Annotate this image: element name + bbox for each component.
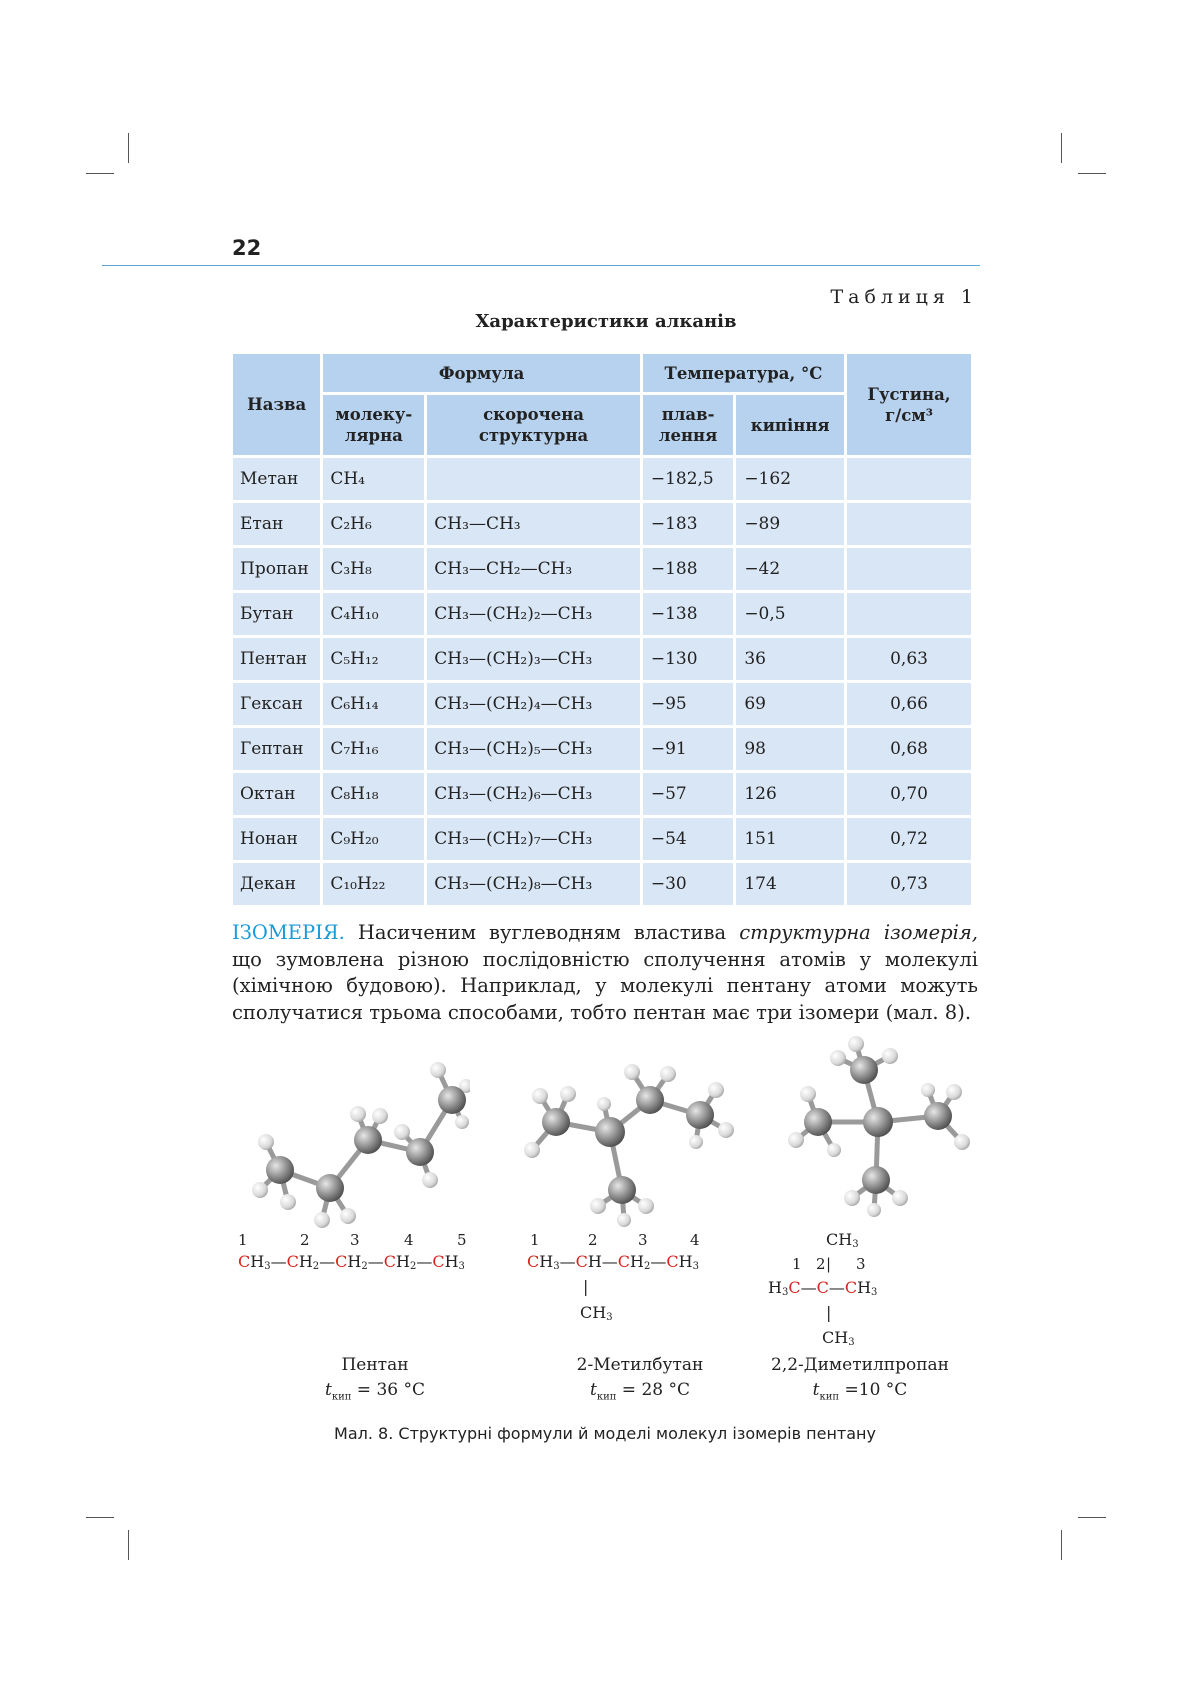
dimethylpropane-bottom-bond: | bbox=[826, 1303, 832, 1322]
dimethylpropane-bottom-methyl: $CH_3$ bbox=[822, 1328, 855, 1348]
crop-mark bbox=[1078, 1517, 1106, 1518]
table-row bbox=[233, 593, 971, 635]
cell-molecular: CH₄ bbox=[323, 458, 424, 500]
crop-mark bbox=[86, 173, 114, 174]
methylbutane-branch: $CH_3$ bbox=[580, 1303, 613, 1323]
crop-mark bbox=[128, 133, 129, 163]
alkanes-table bbox=[230, 351, 974, 908]
cell-density: 0,72 bbox=[847, 818, 971, 860]
cell-boiling: −162 bbox=[736, 458, 844, 500]
isomerism-term: ІЗОМЕРІЯ. bbox=[232, 921, 345, 944]
table-row bbox=[233, 863, 971, 905]
header-structural: скорочена структурна bbox=[427, 395, 640, 455]
cell-name: Гептан bbox=[233, 728, 320, 770]
cell-boiling: 98 bbox=[736, 728, 844, 770]
cell-melting: −30 bbox=[643, 863, 733, 905]
cell-molecular: C₆H₁₄ bbox=[323, 683, 424, 725]
cell-density: 0,66 bbox=[847, 683, 971, 725]
cell-structural: CH₃—CH₃ bbox=[427, 503, 640, 545]
page-number: 22 bbox=[232, 236, 262, 260]
cell-name: Октан bbox=[233, 773, 320, 815]
isomer-name: 2,2-Диметилпропан bbox=[771, 1355, 949, 1375]
cell-molecular: C₅H₁₂ bbox=[323, 638, 424, 680]
cell-boiling: 69 bbox=[736, 683, 844, 725]
boiling-point: $t_{кип} =10$ °C bbox=[812, 1380, 908, 1403]
crop-mark bbox=[128, 1530, 129, 1560]
table-row bbox=[233, 773, 971, 815]
cell-melting: −188 bbox=[643, 548, 733, 590]
cell-density: 0,73 bbox=[847, 863, 971, 905]
cell-density: 0,68 bbox=[847, 728, 971, 770]
crop-mark bbox=[1078, 173, 1106, 174]
boiling-point: $t_{кип} = 28$ °C bbox=[589, 1380, 691, 1403]
cell-structural: CH₃—(CH₂)₆—CH₃ bbox=[427, 773, 640, 815]
cell-melting: −57 bbox=[643, 773, 733, 815]
header-temperature: Температура, °C bbox=[643, 354, 844, 392]
boiling-point: $t_{кип} = 36$ °C bbox=[324, 1380, 426, 1403]
cell-melting: −183 bbox=[643, 503, 733, 545]
table-row bbox=[233, 683, 971, 725]
paragraph-text: Насиченим вуглеводням властива bbox=[344, 921, 740, 944]
cell-molecular: C₁₀H₂₂ bbox=[323, 863, 424, 905]
cell-molecular: C₂H₆ bbox=[323, 503, 424, 545]
paragraph-text: що зумовлена різною послідовністю сполучення атомів у молекулі (хімічною будовою). Наприклад, у молекулі пентану атоми можуть сполучатися трьома способами, тобто пентан має три ізомери (мал. 8). bbox=[232, 947, 978, 1024]
isomerism-paragraph bbox=[232, 920, 978, 1026]
cell-molecular: C₇H₁₆ bbox=[323, 728, 424, 770]
cell-density bbox=[847, 503, 971, 545]
cell-structural: CH₃—(CH₂)₂—CH₃ bbox=[427, 593, 640, 635]
cell-molecular: C₃H₈ bbox=[323, 548, 424, 590]
dimethylpropane-model bbox=[778, 1030, 978, 1230]
isomer-name: Пентан bbox=[341, 1355, 409, 1375]
cell-boiling: 151 bbox=[736, 818, 844, 860]
table-row bbox=[233, 728, 971, 770]
cell-melting: −138 bbox=[643, 593, 733, 635]
table-row bbox=[233, 458, 971, 500]
methylbutane-branch-bond: | bbox=[583, 1277, 589, 1296]
cell-name: Пропан bbox=[233, 548, 320, 590]
isomer-label-dimethylpropane bbox=[760, 1353, 960, 1409]
cell-name: Декан bbox=[233, 863, 320, 905]
crop-mark bbox=[1061, 133, 1062, 163]
table-body bbox=[233, 458, 971, 905]
cell-name: Метан bbox=[233, 458, 320, 500]
cell-melting: −182,5 bbox=[643, 458, 733, 500]
molecule-models bbox=[230, 1030, 980, 1230]
table-row bbox=[233, 503, 971, 545]
cell-structural bbox=[427, 458, 640, 500]
pentane-model bbox=[230, 1030, 470, 1230]
isomer-name: 2-Метилбутан bbox=[576, 1355, 704, 1375]
cell-density bbox=[847, 548, 971, 590]
isomer-label-pentane bbox=[290, 1353, 460, 1409]
cell-melting: −130 bbox=[643, 638, 733, 680]
methylbutane-formula: $CH_3—CH—CH_2—CH_3$ bbox=[527, 1252, 699, 1272]
cell-density: 0,70 bbox=[847, 773, 971, 815]
cell-density bbox=[847, 458, 971, 500]
header-rule bbox=[102, 265, 980, 266]
paragraph-emphasis: структурна ізомерія, bbox=[739, 921, 978, 944]
header-molecular: молеку-лярна bbox=[323, 395, 424, 455]
cell-boiling: −0,5 bbox=[736, 593, 844, 635]
cell-molecular: C₄H₁₀ bbox=[323, 593, 424, 635]
crop-mark bbox=[86, 1517, 114, 1518]
cell-molecular: C₈H₁₈ bbox=[323, 773, 424, 815]
cell-density bbox=[847, 593, 971, 635]
cell-name: Гексан bbox=[233, 683, 320, 725]
crop-mark bbox=[1061, 1530, 1062, 1560]
pentane-formula: $CH_3—CH_2—CH_2—CH_2—CH_3$ bbox=[238, 1252, 465, 1272]
cell-density: 0,63 bbox=[847, 638, 971, 680]
table-row bbox=[233, 638, 971, 680]
header-name: Назва bbox=[233, 354, 320, 455]
methylbutane-model bbox=[520, 1030, 750, 1230]
cell-molecular: C₉H₂₀ bbox=[323, 818, 424, 860]
cell-name: Бутан bbox=[233, 593, 320, 635]
isomer-label-methylbutane bbox=[540, 1353, 740, 1409]
table-title: Характеристики алканів bbox=[475, 311, 737, 332]
table-row bbox=[233, 548, 971, 590]
cell-melting: −91 bbox=[643, 728, 733, 770]
cell-structural: CH₃—(CH₂)₄—CH₃ bbox=[427, 683, 640, 725]
cell-structural: CH₃—(CH₂)₅—CH₃ bbox=[427, 728, 640, 770]
table-label: Таблиця 1 bbox=[830, 286, 978, 308]
cell-name: Етан bbox=[233, 503, 320, 545]
cell-structural: CH₃—CH₂—CH₃ bbox=[427, 548, 640, 590]
header-melting: плав-лення bbox=[643, 395, 733, 455]
dimethylpropane-formula: $H_3C—C—CH_3$ bbox=[768, 1278, 878, 1298]
cell-melting: −95 bbox=[643, 683, 733, 725]
cell-boiling: 126 bbox=[736, 773, 844, 815]
cell-structural: CH₃—(CH₂)₃—CH₃ bbox=[427, 638, 640, 680]
cell-name: Нонан bbox=[233, 818, 320, 860]
cell-boiling: 174 bbox=[736, 863, 844, 905]
dimethylpropane-top-methyl: $CH_3$ bbox=[826, 1230, 859, 1250]
cell-structural: CH₃—(CH₂)₈—CH₃ bbox=[427, 863, 640, 905]
cell-boiling: −42 bbox=[736, 548, 844, 590]
table-row bbox=[233, 818, 971, 860]
header-density: Густина, г/см³ bbox=[847, 354, 971, 455]
cell-structural: CH₃—(CH₂)₇—CH₃ bbox=[427, 818, 640, 860]
header-boiling: кипіння bbox=[736, 395, 844, 455]
cell-boiling: −89 bbox=[736, 503, 844, 545]
figure-caption: Мал. 8. Структурні формули й моделі молекул ізомерів пентану bbox=[334, 1424, 876, 1443]
cell-name: Пентан bbox=[233, 638, 320, 680]
cell-melting: −54 bbox=[643, 818, 733, 860]
header-formula: Формула bbox=[323, 354, 640, 392]
cell-boiling: 36 bbox=[736, 638, 844, 680]
